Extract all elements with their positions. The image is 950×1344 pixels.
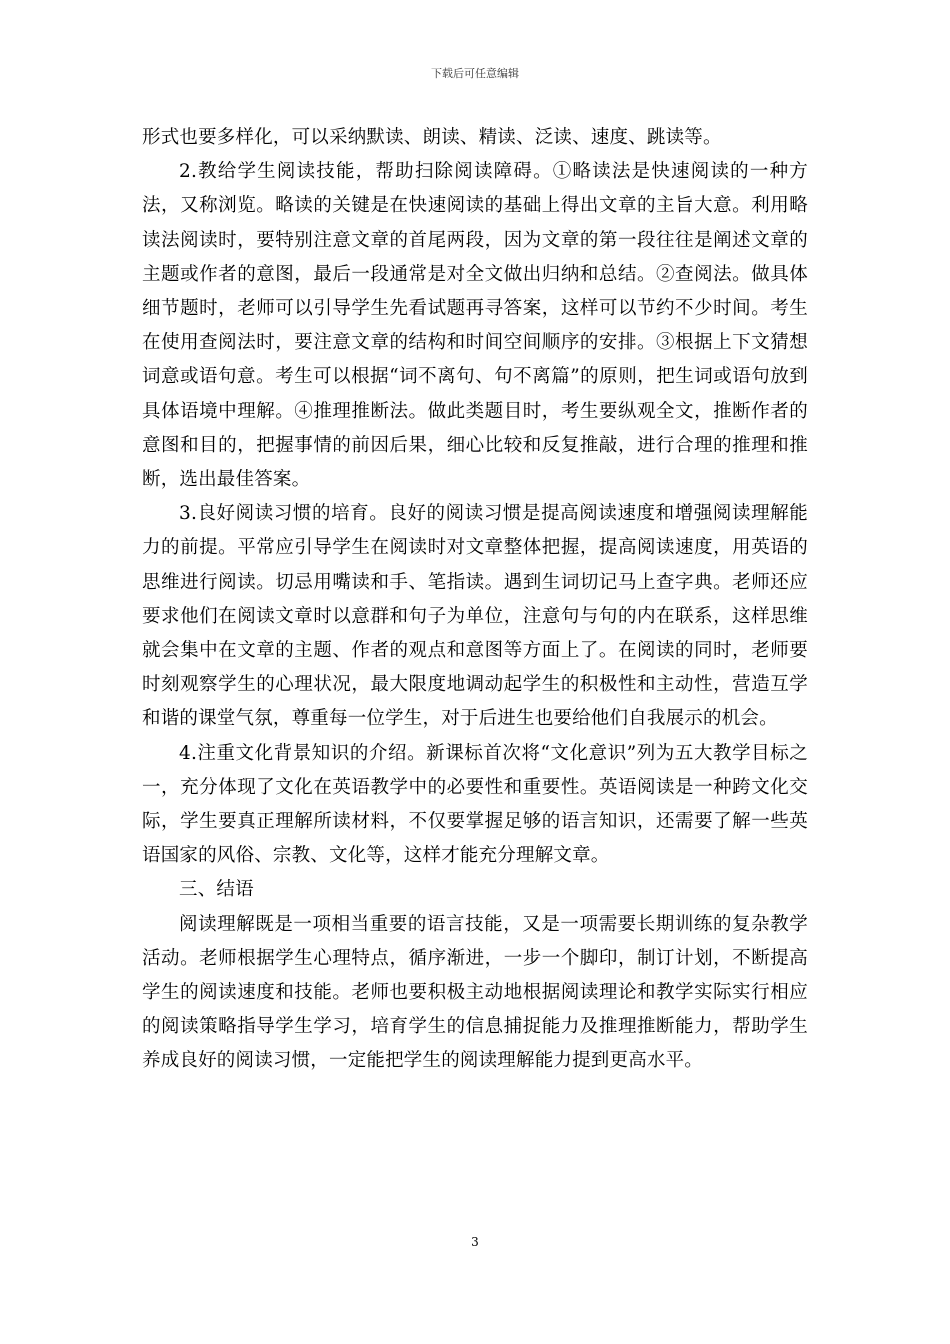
section-heading-conclusion: 三、结语 xyxy=(179,879,254,901)
paragraph-continuation: 形式也要多样化，可以采纳默读、朗读、精读、泛读、速度、跳读等。 xyxy=(142,127,722,148)
paragraph-cultural-background: 4.注重文化背景知识的介绍。新课标首次将“文化意识”列为五大教学目标之一，充分体现了文化在英语教学中的必要性和重要性。英语阅读是一种跨文化交际，学生要真正理解所读材料，不仅要掌握足够的语言知识，还需要了解一些英语国家的风俗、宗教、文化等，这样才能充分理解文章。 xyxy=(142,742,808,867)
paragraph-reading-habits: 3.良好阅读习惯的培育。良好的阅读习惯是提高阅读速度和增强阅读理解能力的前提。平常应引导学生在阅读时对文章整体把握，提高阅读速度，用英语的思维进行阅读。切忌用嘴读和手、笔指读。遇到生词切记马上查字典。老师还应要求他们在阅读文章时以意群和句子为单位，注意句与句的内在联系，这样思维就会集中在文章的主题、作者的观点和意图等方面上了。在阅读的同时，老师要时刻观察学生的心理状况，最大限度地调动起学生的积极性和主动性，营造互学和谐的课堂气氛，尊重每一位学生，对于后进生也要给他们自我展示的机会。 xyxy=(142,503,808,730)
paragraph-conclusion: 阅读理解既是一项相当重要的语言技能，又是一项需要长期训练的复杂教学活动。老师根据学生心理特点，循序渐进，一步一个脚印，制订计划，不断提高学生的阅读速度和技能。老师也要积极主动地根据阅读理论和教学实际实行相应的阅读策略指导学生学习，培育学生的信息捕捉能力及推理推断能力，帮助学生养成良好的阅读习惯，一定能把学生的阅读理解能力提到更高水平。 xyxy=(142,913,808,1072)
page-header: 下载后可任意编辑 xyxy=(431,67,519,80)
paragraph-reading-skills: 2.教给学生阅读技能，帮助扫除阅读障碍。①略读法是快速阅读的一种方法，又称浏览。略读的关键是在快速阅读的基础上得出文章的主旨大意。利用略读法阅读时，要特别注意文章的首尾两段，因为文章的第一段往往是阐述文章的主题或作者的意图，最后一段通常是对全文做出归纳和总结。②查阅法。做具体细节题时，老师可以引导学生先看试题再寻答案，这样可以节约不少时间。考生在使用查阅法时，要注意文章的结构和时间空间顺序的安排。③根据上下文猜想词意或语句意。考生可以根据“词不离句、句不离篇”的原则，把生词或语句放到具体语境中理解。④推理推断法。做此类题目时，考生要纵观全文，推断作者的意图和目的，把握事情的前因后果，细心比较和反复推敲，进行合理的推理和推断，选出最佳答案。 xyxy=(142,161,808,491)
document-body xyxy=(142,121,808,1079)
page-number: 3 xyxy=(471,1235,479,1249)
